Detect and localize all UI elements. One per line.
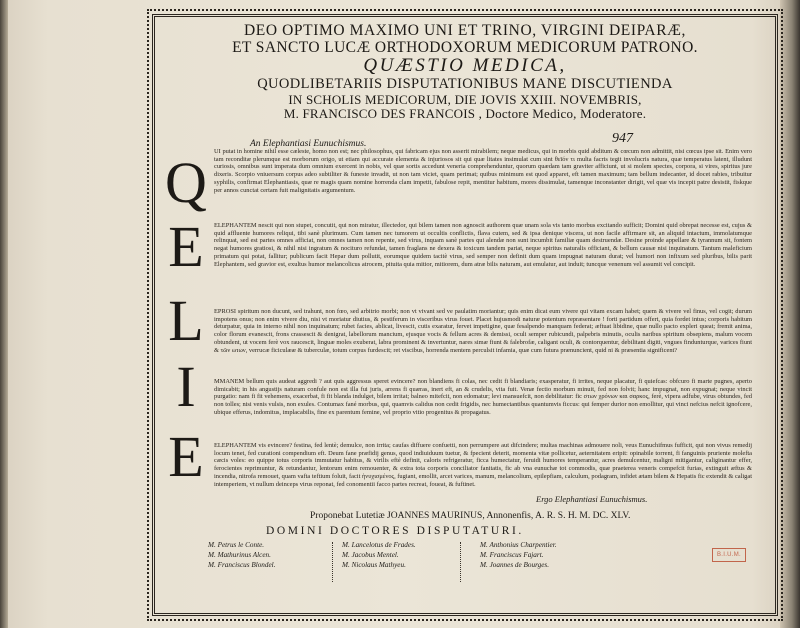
paragraph-5: ELEPHANTEM vis evincere? festina, fed lentè; demulce, non irrita; caufas diffuere confuetti, non perrumpere aut difcindere; multas machinas admouere noli, veus Eunuchifmus fufficit, qui non vivus remedij locum tenet, fed curationi compendium eft. Deum fane præfidij genus, quod indiuiduum tuetur, & fpecient deterit, momenta vitæ pollicetur, aeternitatem eripit: opinabile torrent, fi fanguinis pruriente molefta cæcis voles: eo quippe totus corporis immutatur habitus, & virilis eftè definit, caloris refrigeratur, ficca humectatur, feruidi humores temperantur, acres demulcentur, maligni mitigantur, caliginantur effer, ferocientes reprimuntur, & retundantur, lentorum enim remouenter, & extra tota corporis conciliator fanitatis, fic ab vna eunuchæ tot commodis, quæ praeterea veneris compefcit furias, extinguit æftus & incendia, nitrofa remouet, quam vafta teftium foluit, facit ἡνυχισμένος, fugiant, emollit, arcet varices, manum, melancolium, epilepfiam, calculum, podagram, infidet ætam bilem & Hepatis fic extendit & caligat intemperiem, vt nullum deinceps virus reponat, fed conomentii facco partes recreat, foueat, & fuftinet. xyxy=(214,442,752,488)
paragraph-2: ELEPHANTEM nescit qui non stupet, concutit, qui non miratur, illectedor, qui bilem tamen non agnoscit authorem quæ unam sola vis tanto morbus excitando sufficit; Domini quid obrepat necesse est, cujus & quid affluente humores reliqui, tibi sanè plurimum. Cum tamen nec tumorem ut occultis conflictis, flava cutem, sed & ipsa denique viscera, ut non facile affirmare sit, an aliquid intactum, immolatumque relinquat, sed est partes omnes afficiat, non omnes tamen non repente, sed virus, inquam sanè partes qui alendæ non sunt incumbit familiæ quam destruendæ. Desine proinde appellare & tyrannum sit, fontem negat humores gratiosi, & nihil nisi ingratum & nocituro refundat, tamen fraglans ne dexera & toxicum tandem pariat, neque spiritus naturalis officiant, & bellum causæ nisi inquinatum. Tantum maleficium primatum qui potat, fallitur; publicum facit Hepar dum pollutit, eorumque quidem tacitè virus, sed semper non definit dum quam impugnat naturam durat; vel humori non infixum sed pluribus, bilis parit Elephantem, sed gravior est, exultus humor melancolicus atrocem, pituita quia mitior, mitiorem, dum atræ bilis naturam, aut emulatur, aut induit; tuncque venenum vel assumit vel concipit. xyxy=(214,222,752,268)
domini-heading: DOMINI DOCTORES DISPUTATURI. xyxy=(266,525,524,537)
quaestio-title: QUÆSTIO MEDICA, xyxy=(363,55,567,77)
initial-letters xyxy=(162,150,210,489)
initial-q: Q xyxy=(165,150,207,215)
dedication-line-2: ET SANCTO LUCÆ ORTHODOXORUM MEDICORUM PATRONO. xyxy=(232,39,698,57)
proponebat-line: Proponebat Lutetiæ JOANNES MAURINUS, Annonenfis, A. R. S. H. M. DC. XLV. xyxy=(310,511,631,521)
doctor-name: M. Anthonius Charpentier. xyxy=(480,541,557,549)
column-divider xyxy=(332,542,333,582)
doctor-name: M. Lancelotus de Frades. xyxy=(342,541,416,549)
library-stamp: B.I.U.M. xyxy=(712,548,746,562)
initial-e-2: E xyxy=(168,424,204,489)
doctor-name: M. Nicolaus Mathyeu. xyxy=(342,561,406,569)
doctors-list xyxy=(208,540,748,588)
date-line: IN SCHOLIS MEDICORUM, DIE JOVIS XXIII. NOVEMBRIS, xyxy=(288,91,642,107)
moderator-line: M. FRANCISCO DES FRANCOIS , Doctore Medico, Moderatore. xyxy=(283,106,647,122)
doctors-column-3 xyxy=(480,540,557,570)
doctor-name: M. Franciscus Blondel. xyxy=(208,561,276,569)
doctors-column-2 xyxy=(342,540,416,570)
dedication-line-1: DEO OPTIMO MAXIMO UNI ET TRINO, VIRGINI DEIPARÆ, xyxy=(244,22,686,39)
doctor-name: M. Joannes de Bourges. xyxy=(480,561,549,569)
paragraph-4: MMANEM bellum quis audeat aggredi ? aut quis aggressus speret evincere? non blandiens fi colas, nec cedit fi blandiaris; exasperatur, fi irrites, neque placatur, fi quiefcas: obfcuro fi marte pugnes, aperto dimicabit; in his angustijs naturam confule non est illa fui juris, arrens fi quæras, inert eft, an & crudelis, vita fuit. Venæ fectio morbum minuit, fed non folvit; hanc impugnat, non expugnat; neque vincit purgatio: nam fi fit vehemens, exacerbat, fi fit blanda indulget, bilem irritat; balneo mitefcit, non edomatur; levi mansuefcit, non debilitatur: fic στων χρόνων και σαρκος, ferè, vipera adfube, virus obtundes, fed non tolles; nisi venis vulsis, non exules. Contumax fané morbus, qui, quamvis calidus non cedit frigidis, nec humectantibus quantumvis ficcus: qui femper durior non emollitur, qui vinci nefcius nefcit ignofcere, ubique efferus, indomitus, implacabilis, fine ex parentum femine, vel proprio vitio progenitus & propagatus. xyxy=(214,378,752,416)
book-gutter xyxy=(780,0,800,628)
doctor-name: M. Mathurinus Alcen. xyxy=(208,551,271,559)
doctor-name: M. Jacobus Mentel. xyxy=(342,551,399,559)
title-block xyxy=(160,22,770,122)
paragraph-3: EPROSI spiritum non ducunt, sed trahunt, non fœo, sed arbitrio morbi; non vt vivant sed ve paulatim moriantur; quis enim dicat eum vivere qui vitam excam habet; quem & vivere vel finus, vel cogit; durum impotens onus; non enim vivere diu, nisi vt moriatur diutius, & pestiferum in visceribus virus fouet. Placet hujusmodi naturæ potentum repræsentare ! forti partidum offert, quia fordet intus; corporis habitum deturpatur, quia in interno nihil non inquinatum; rubet facies, ablicat, livescit, cutis exaratur, fervet impetigine, quæ fesalpendo manquam federat; æftuat libidine, quæ nullo pacto expleri queat; fremit anima, color florum evanescit, frons crassescit & denigrat, labellorum mancium, ejusque vocis & fellum acres & demissi, oculi semper rubicundi, palpebris minutis, oculis naribus spiritum obsepiens, malum vocem obtundent, ut vocem ferè vox raucescit, linguæ moles exuberat, labra prominent & invertuntur, nares simæ fiunt & falebrofæ, caligant oculi, & contorquentur, debilitant digiti, vngues findunturque, varices fiunt & τῶν ωτων, verrucæ ficiculææ & tuberculæ, totum corpus furdescit; ret viscibus, horrenda mentem perculsit infamia, quæ cum futura prænuncient, quid ni & præsentia significent? xyxy=(214,308,752,354)
book-edge-left xyxy=(0,0,8,628)
doctors-column-1 xyxy=(208,540,275,570)
doctor-name: M. Petrus le Conte. xyxy=(208,541,265,549)
paragraph-1: UI putat in homine nihil esse cæleste, homo non est; nec philosophus, qui fabricam ejus non asserit mirabilem; neque medicus, qui in morbis quid abditum & cœcum non admittit, nisi cœcus ipse sit. Enim vero tam reconditæ plerumque est morborum origo, ut etiam qui accurate elementa & injuriosos sit qui quæ litates insimulat cum sint θεῖόν τι multa facris tegit involucris natura, quæ temperatus latent, illudunt curiosis, omnibus sunt imperata dum omnium exercent in nobis, vel quæ sortis accedunt veneria comprehenduntur, quorum quædam tam graviter afficiunt, ut si molem spectes, corpora, si vires, spiritus jure dixeris. Scorpio vniuersum corpus adeo subtiliter & funeste invadit, ut non tam viciet, quam perimat; quibus minimum est quod apparet, eft tamen maximum; tam bellum indecanter, id docet rabies, tribuitur syphilis, confirmat Elephantiasis, quæ re magis quam nomine horrenda clam impetit, fabulose repit, mentitur habitum, mores dissimulat, tamenque inconstanter dirigit, vel quæ vis incepit patre desistit, fiskque per annos cunctat certam fuit malignitatis argumentum. xyxy=(214,148,752,194)
initial-e: E xyxy=(168,214,204,279)
initial-i: I xyxy=(176,354,196,419)
column-divider xyxy=(460,542,461,582)
question-line: An Elephantiasi Eunuchismus. xyxy=(250,139,367,149)
disputation-line: QUODLIBETARIIS DISPUTATIONIBUS MANE DISCUTIENDA xyxy=(257,75,673,92)
conclusion-line: Ergo Elephantiasi Eunuchismus. xyxy=(536,494,648,504)
initial-l: L xyxy=(168,288,204,353)
folio-number: 947 xyxy=(612,131,633,146)
doctor-name: M. Franciscus Fajart. xyxy=(480,551,544,559)
